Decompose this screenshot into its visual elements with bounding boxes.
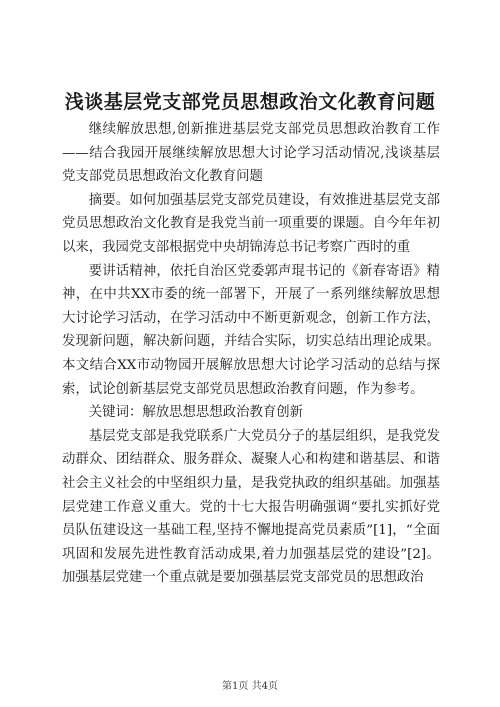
document-body xyxy=(62,118,440,590)
paragraph-abstract-continued: 要讲话精神，依托自治区党委郭声琨书记的《新春寄语》精神，在中共XX市委的统一部署下，开展了一系列继续解放思想大讨论学习活动，在学习活动中不断更新观念，创新工作方法，发现新问题，解决新问题，并结合实际，切实总结出理论成果。本文结合XX市动物园开展解放思想大讨论学习活动的总结与探索，试论创新基层党支部党员思想政治教育问题，作为参考。 xyxy=(62,263,440,397)
paragraph-subtitle: 继续解放思想,创新推进基层党支部党员思想政治教育工作——结合我园开展继续解放思想大讨论学习活动情况,浅谈基层党支部党员思想政治文化教育问题 xyxy=(62,122,440,185)
document-title: 浅谈基层党支部党员思想政治文化教育问题 xyxy=(64,91,436,113)
paragraph-abstract: 摘要。如何加强基层党支部党员建设，有效推进基层党支部党员思想政治文化教育是我党当前一项重要的课题。自今年年初以来，我园党支部根据党中央胡锦涛总书记考察广西时的重 xyxy=(62,192,440,255)
paragraph-body: 基层党支部是我党联系广大党员分子的基层组织，是我党发动群众、团结群众、服务群众、凝聚人心和构建和谐基层、和谐社会主义社会的中坚组织力量，是我党执政的组织基础。加强基层党建工作意义重大。党的十七大报告明确强调“要扎实抓好党员队伍建设这一基础工程,坚持不懈地提高党员素质”[1]，“全面巩固和发展先进性教育活动成果,着力加强基层党的建设”[2]。加强基层党建一个重点就是要加强基层党支部党员的思想政治 xyxy=(62,428,440,586)
page-number-footer: 第1页 共4页 xyxy=(222,681,278,692)
paragraph-keywords: 关键词：解放思想思想政治教育创新 xyxy=(88,405,304,421)
